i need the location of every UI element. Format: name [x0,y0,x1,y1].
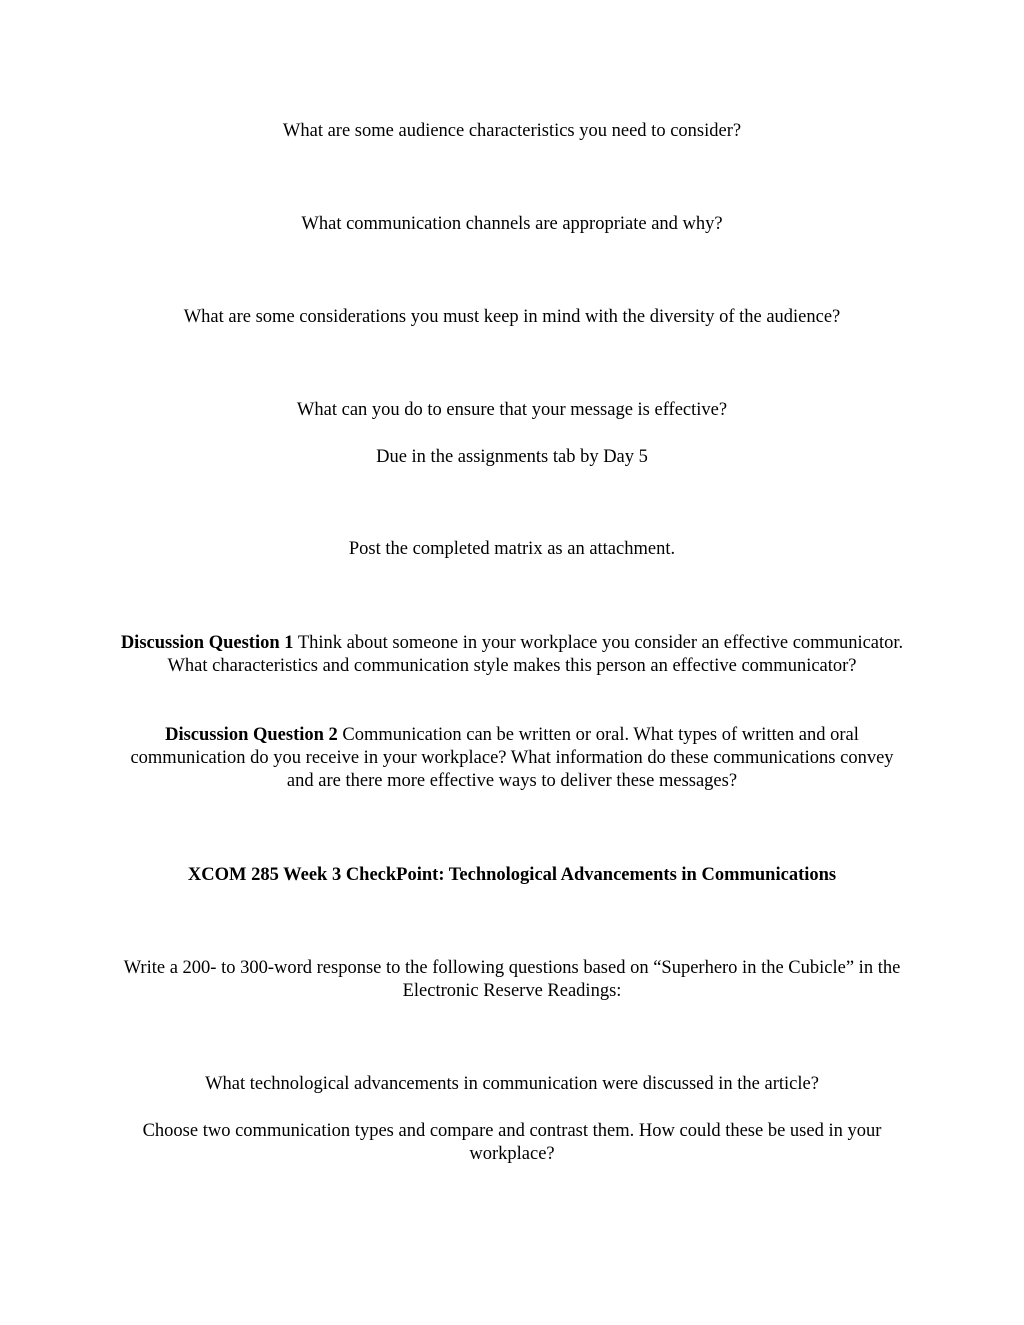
question-audience-characteristics: What are some audience characteristics you need to consider? [282,121,742,141]
discussion-question-1-text: Think about someone in your workplace you consider an effective communicator. What characteristics and communication style makes this person an effective communicator? [167,633,904,676]
checkpoint-question-advancements: What technological advancements in communication were discussed in the article? [205,1074,819,1094]
discussion-question-2 [118,724,906,793]
checkpoint-instructions: Write a 200- to 300-word response to the following questions based on “Superhero in the Cubicle” in the Electronic Reserve Readings: [123,958,901,1001]
question-audience-diversity: What are some considerations you must keep in mind with the diversity of the audience? [183,307,841,327]
discussion-question-1 [120,632,904,678]
due-note: Due in the assignments tab by Day 5 [376,447,648,467]
question-message-effective: What can you do to ensure that your message is effective? [296,400,728,420]
discussion-question-2-label: Discussion Question 2 [165,725,338,745]
post-note: Post the completed matrix as an attachment. [348,539,676,559]
discussion-question-2-text: Communication can be written or oral. What types of written and oral communication do you receive in your workplace? What information do these communications convey and are there more effective ways to deliver these messages? [130,725,894,791]
checkpoint-title: XCOM 285 Week 3 CheckPoint: Technological Advancements in Communications [187,865,837,885]
question-communication-channels: What communication channels are appropriate and why? [301,214,723,234]
discussion-question-1-label: Discussion Question 1 [120,633,294,653]
checkpoint-question-compare: Choose two communication types and compare and contrast them. How could these be used in your workplace? [142,1121,882,1164]
